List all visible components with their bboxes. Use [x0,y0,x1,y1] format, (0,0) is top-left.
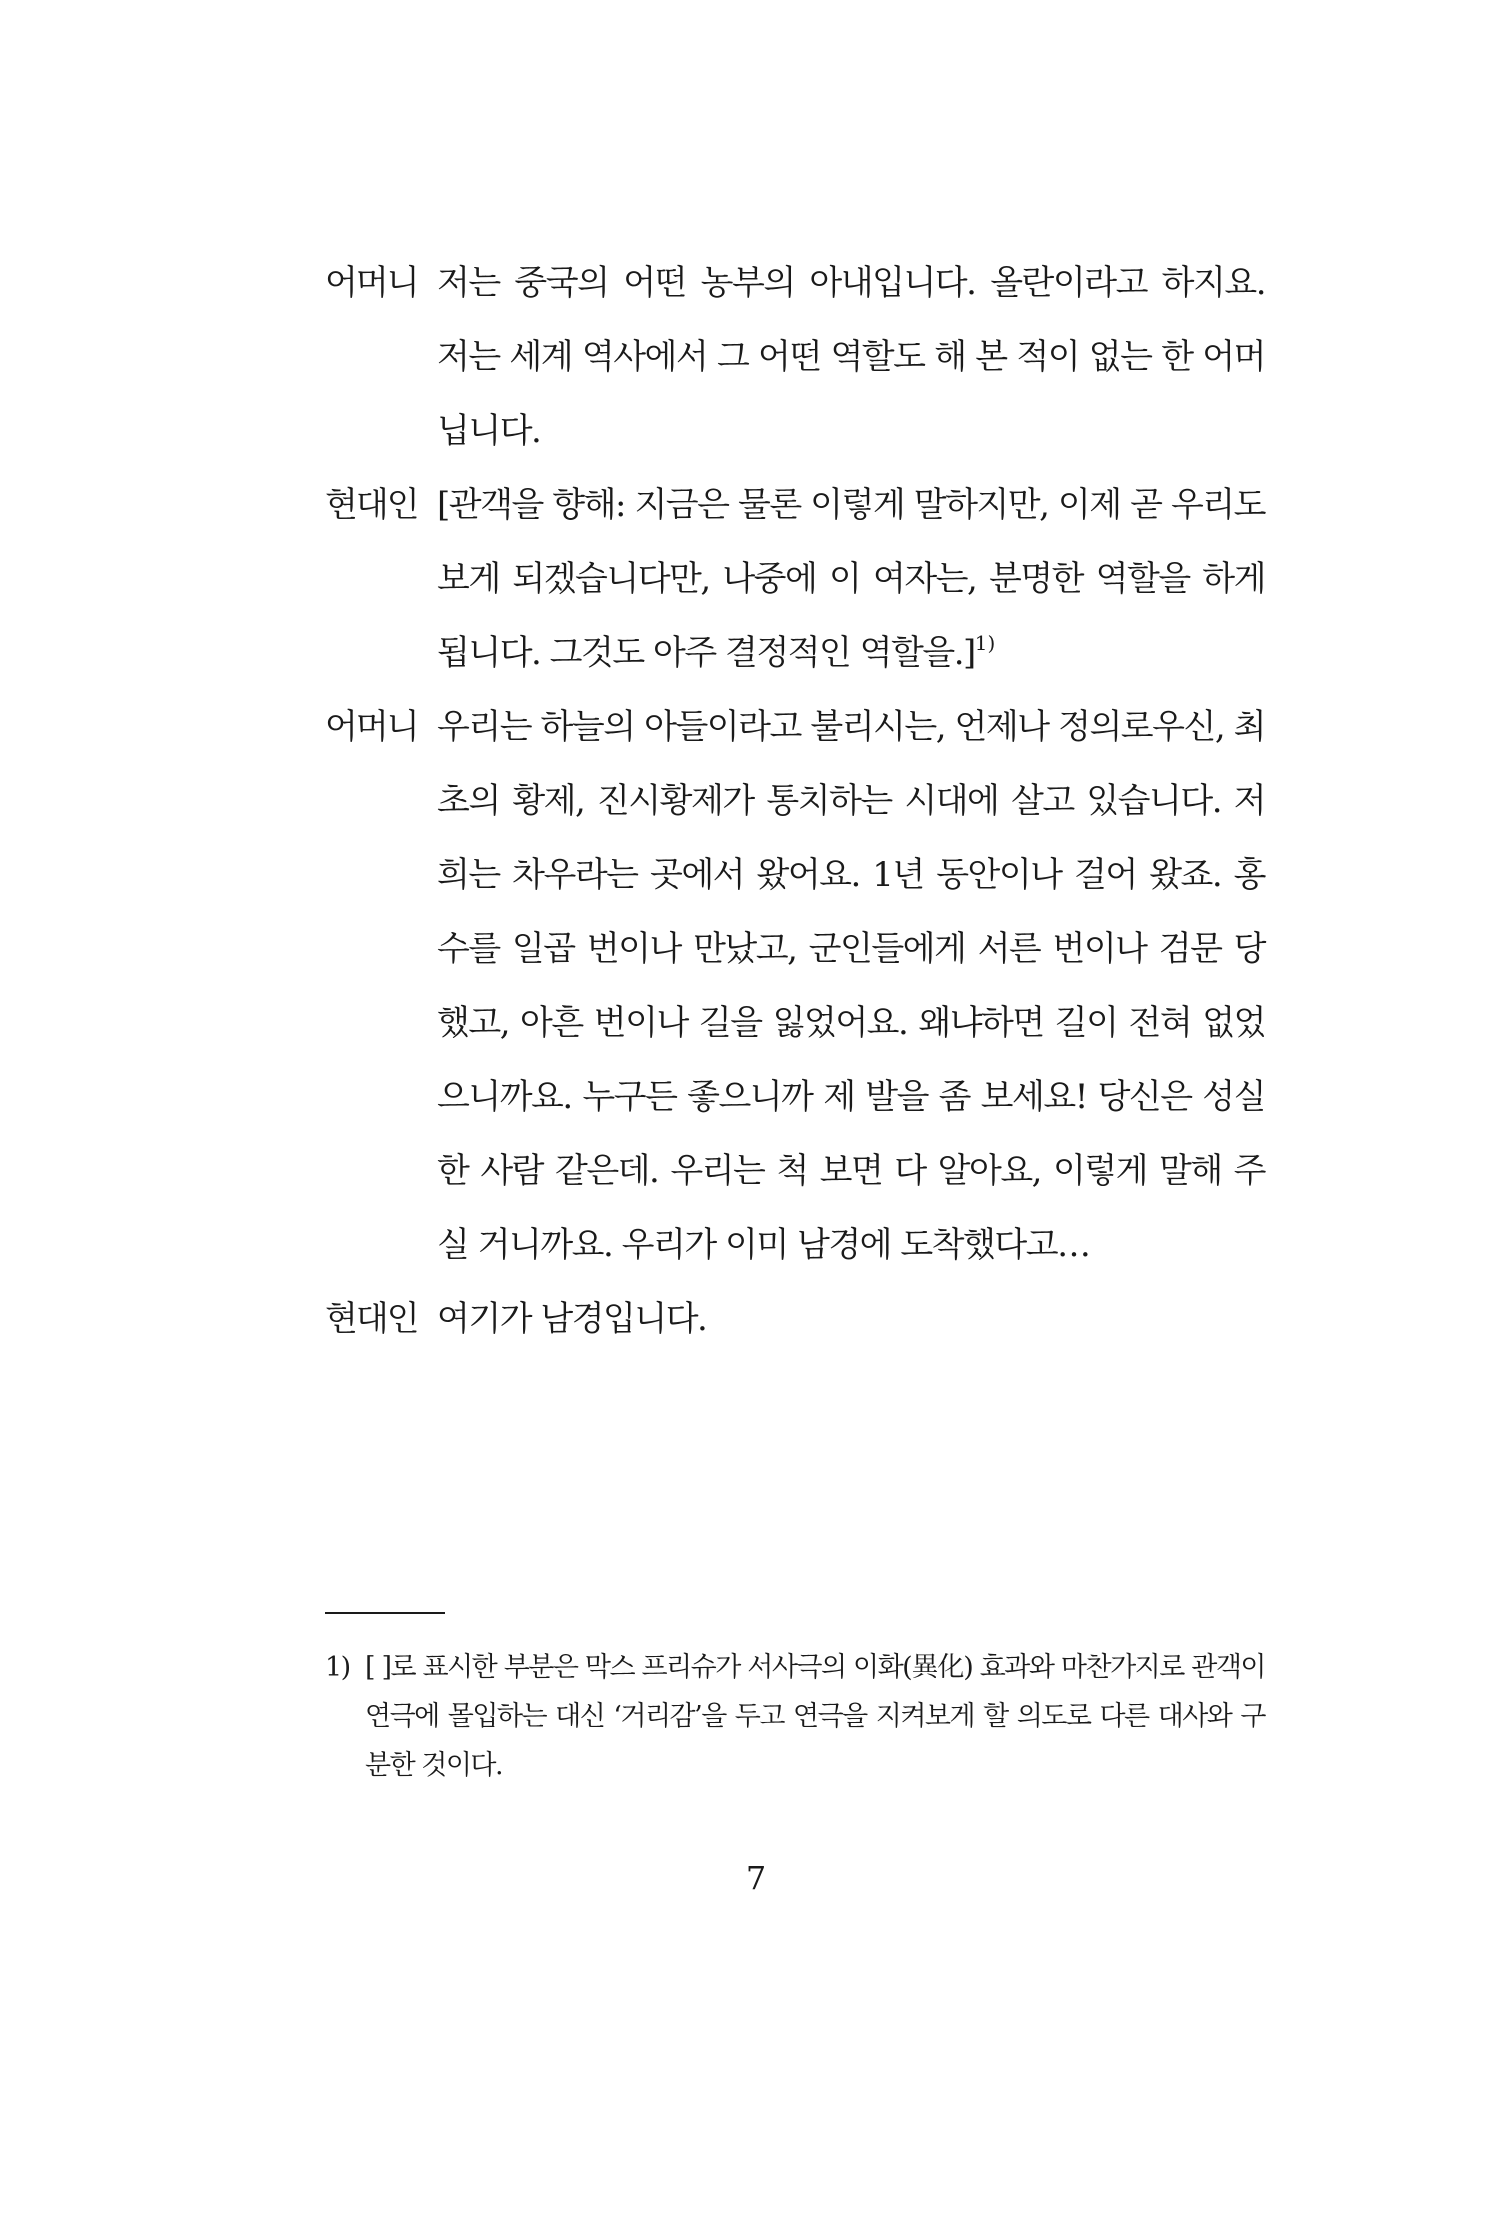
speech-modern-man-1 [325,468,1265,690]
speech-modern-man-2 [325,1282,1265,1356]
speaker-name: 현대인 [325,1299,418,1339]
footnote-text: [ ]로 표시한 부분은 막스 프리슈가 서사극의 이화(異化) 효과와 마찬가지로 관객이 연극에 몰입하는 대신 ‘거리감’을 두고 연극을 지켜보게 할 의도로 다른 대사와 구분한 것이다. [365,1652,1265,1781]
speaker-name: 어머니 [325,707,418,747]
footnote-divider [325,1612,445,1614]
play-dialogue [325,246,1265,1356]
speaker-name: 어머니 [325,263,418,303]
footnote [325,1643,1265,1790]
speaker-name: 현대인 [325,485,418,525]
speech-mother-2 [325,690,1265,1282]
speech-line: 우리는 하늘의 아들이라고 불리시는, 언제나 정의로우신, 최초의 황제, 진시황제가 통치하는 시대에 살고 있습니다. 저희는 차우라는 곳에서 왔어요. 1년 동안이나 걸어 왔죠. 홍수를 일곱 번이나 만났고, 군인들에게 서른 번이나 검문 당했고, 아흔 번이나 길을 잃었어요. 왜냐하면 길이 전혀 없었으니까요. 누구든 좋으니까 제 발을 좀 보세요! 당신은 성실한 사람 같은데. 우리는 척 보면 다 알아요, 이렇게 말해 주실 거니까요. 우리가 이미 남경에 도착했다고… [437,707,1265,1265]
speech-line: [관객을 향해: 지금은 물론 이렇게 말하지만, 이제 곧 우리도 보게 되겠습니다만, 나중에 이 여자는, 분명한 역할을 하게 됩니다. 그것도 아주 결정적인 역할을.] [437,485,1265,673]
speech-line-with-footnote [437,468,1265,690]
footnote-marker: 1) [325,1652,350,1683]
speech-line: 여기가 남경입니다. [437,1299,707,1339]
footnote-reference[interactable]: 1) [974,631,996,655]
page-number: 7 [745,1859,767,1897]
speech-line: 저는 중국의 어떤 농부의 아내입니다. 올란이라고 하지요. 저는 세계 역사에서 그 어떤 역할도 해 본 적이 없는 한 어머닙니다. [437,263,1265,451]
speech-mother-1 [325,246,1265,468]
